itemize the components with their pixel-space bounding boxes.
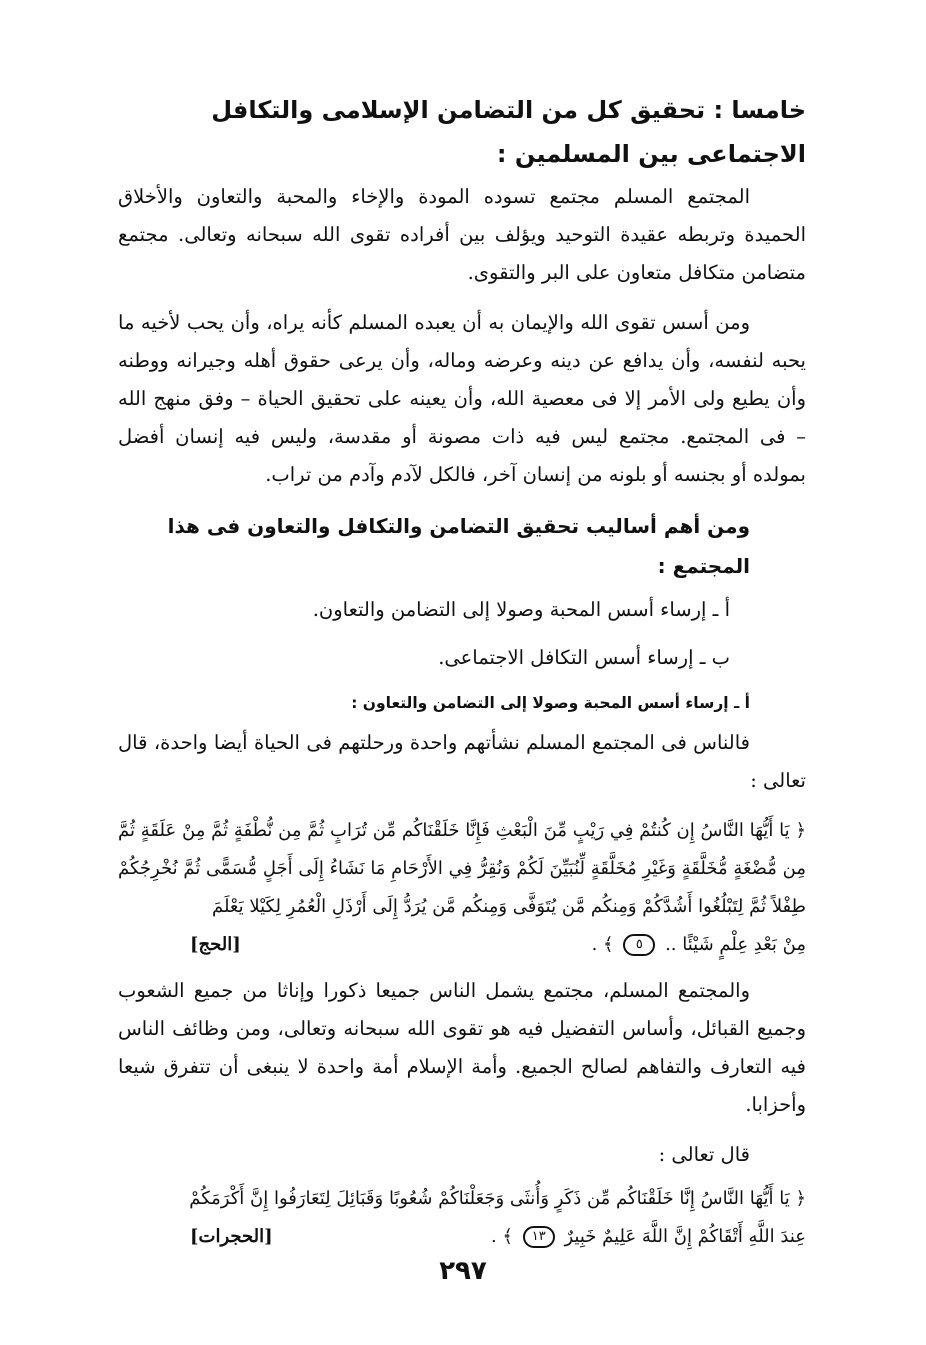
verse-tail — [118, 926, 806, 964]
list-item-b: ب ـ إرساء أسس التكافل الاجتماعى. — [438, 646, 730, 669]
paragraph-3: فالناس فى المجتمع المسلم نشأتهم واحدة ورحلتهم فى الحياة أيضا واحدة، قال تعالى : — [118, 731, 806, 792]
verse-end — [491, 1218, 806, 1256]
verse-tail — [118, 1218, 806, 1256]
paragraph-2: ومن أسس تقوى الله والإيمان به أن يعبده المسلم كأنه يراه، وأن يحب لأخيه ما يحبه لنفسه، وأن يدافع عن دينه وعرضه وماله، وأن يرعى حقوق أهله وجيرانه ووطنه وأن يطيع ولى الأمر إلا فى معصية الله، وأن يعينه على تحقيق الحياة – وفق منهج الله – فى المجتمع. مجتمع ليس فيه ذات مصونة أو مقدسة، وليس فيه إنسان أفضل بمولده أو بجنسه أو بلونه من إنسان آخر، فالكل لآدم وآدم من تراب. — [118, 311, 806, 486]
verse-end — [592, 926, 806, 964]
verse-text: ﴿ يَا أَيُّهَا النَّاسُ إِن كُنتُمْ فِي رَيْبٍ مِّنَ الْبَعْثِ فَإِنَّا خَلَقْنَاكُم مِّن تُرَابٍ ثُمَّ مِن نُّطْفَةٍ ثُمَّ مِنْ عَلَقَةٍ ثُمَّ مِن مُّضْغَةٍ مُّخَلَّقَةٍ وَغَيْرِ مُخَلَّقَةٍ لِّنُبَيِّنَ لَكُمْ وَنُقِرُّ فِي الأَرْحَامِ مَا نَشَاءُ إِلَى أَجَلٍ مُّسَمًّى ثُمَّ نُخْرِجُكُمْ طِفْلاً ثُمَّ لِتَبْلُغُوا أَشُدَّكُمْ وَمِنكُم مَّن يُتَوَفَّى وَمِنكُم مَّن يُرَدُّ إِلَى أَرْذَلِ الْعُمُرِ لِكَيْلا يَعْلَمَ — [118, 820, 806, 917]
verse-close: ﴾ . — [591, 934, 614, 955]
verse-end-text: مِنْ بَعْدِ عِلْمٍ شَيْئًا .. — [665, 934, 806, 955]
list-item-a: أ ـ إرساء أسس المحبة وصولا إلى التضامن والتعاون. — [312, 598, 730, 621]
verse-text: ﴿ يَا أَيُّهَا النَّاسُ إِنَّا خَلَقْنَاكُم مِّن ذَكَرٍ وَأُنثَى وَجَعَلْنَاكُمْ شُعُوبًا وَقَبَائِلَ لِتَعَارَفُوا إِنَّ أَكْرَمَكُمْ — [189, 1188, 806, 1209]
page-number: ٢٩٧ — [439, 1256, 487, 1286]
methods-subheading: ومن أهم أساليب تحقيق التضامن والتكافل والتعاون فى هذا المجتمع : — [167, 514, 750, 578]
quran-verse-hujurat — [118, 1180, 806, 1256]
verse-end-text: عِندَ اللَّهِ أَتْقَاكُمْ إِنَّ اللَّهَ عَلِيمٌ خَبِيرٌ — [564, 1226, 806, 1247]
qala-line: قال تعالى : — [658, 1143, 750, 1166]
paragraph-1: المجتمع المسلم مجتمع تسوده المودة والإخاء والمحبة والتعاون والأخلاق الحميدة وتربطه عقيدة التوحيد ويؤلف بين أفراده تقوى الله سبحانه وتعالى. مجتمع متضامن متكافل متعاون على البر والتقوى. — [118, 185, 806, 284]
ayah-number: ٥ — [623, 934, 655, 956]
surah-name: [الحج] — [190, 934, 241, 955]
subsection-title: أ ـ إرساء أسس المحبة وصولا إلى التضامن والتعاون : — [351, 694, 750, 712]
paragraph-4: والمجتمع المسلم، مجتمع يشمل الناس جميعا ذكورا وإناثا من جميع الشعوب وجميع القبائل، وأساس التفضيل فيه هو تقوى الله سبحانه وتعالى، ومن وظائف الناس فيه التعارف والتفاهم لصالح الجميع. وأمة الإسلام أمة واحدة لا ينبغى أن تتفرق شيعا وأحزابا. — [118, 979, 806, 1116]
quran-verse-hajj — [118, 812, 806, 964]
verse-close: ﴾ . — [490, 1226, 513, 1247]
ayah-number: ١٣ — [523, 1226, 555, 1248]
section-heading: خامسا : تحقيق كل من التضامن الإسلامى والتكافل الاجتماعى بين المسلمين : — [211, 96, 806, 168]
surah-name: [الحجرات] — [190, 1226, 273, 1247]
